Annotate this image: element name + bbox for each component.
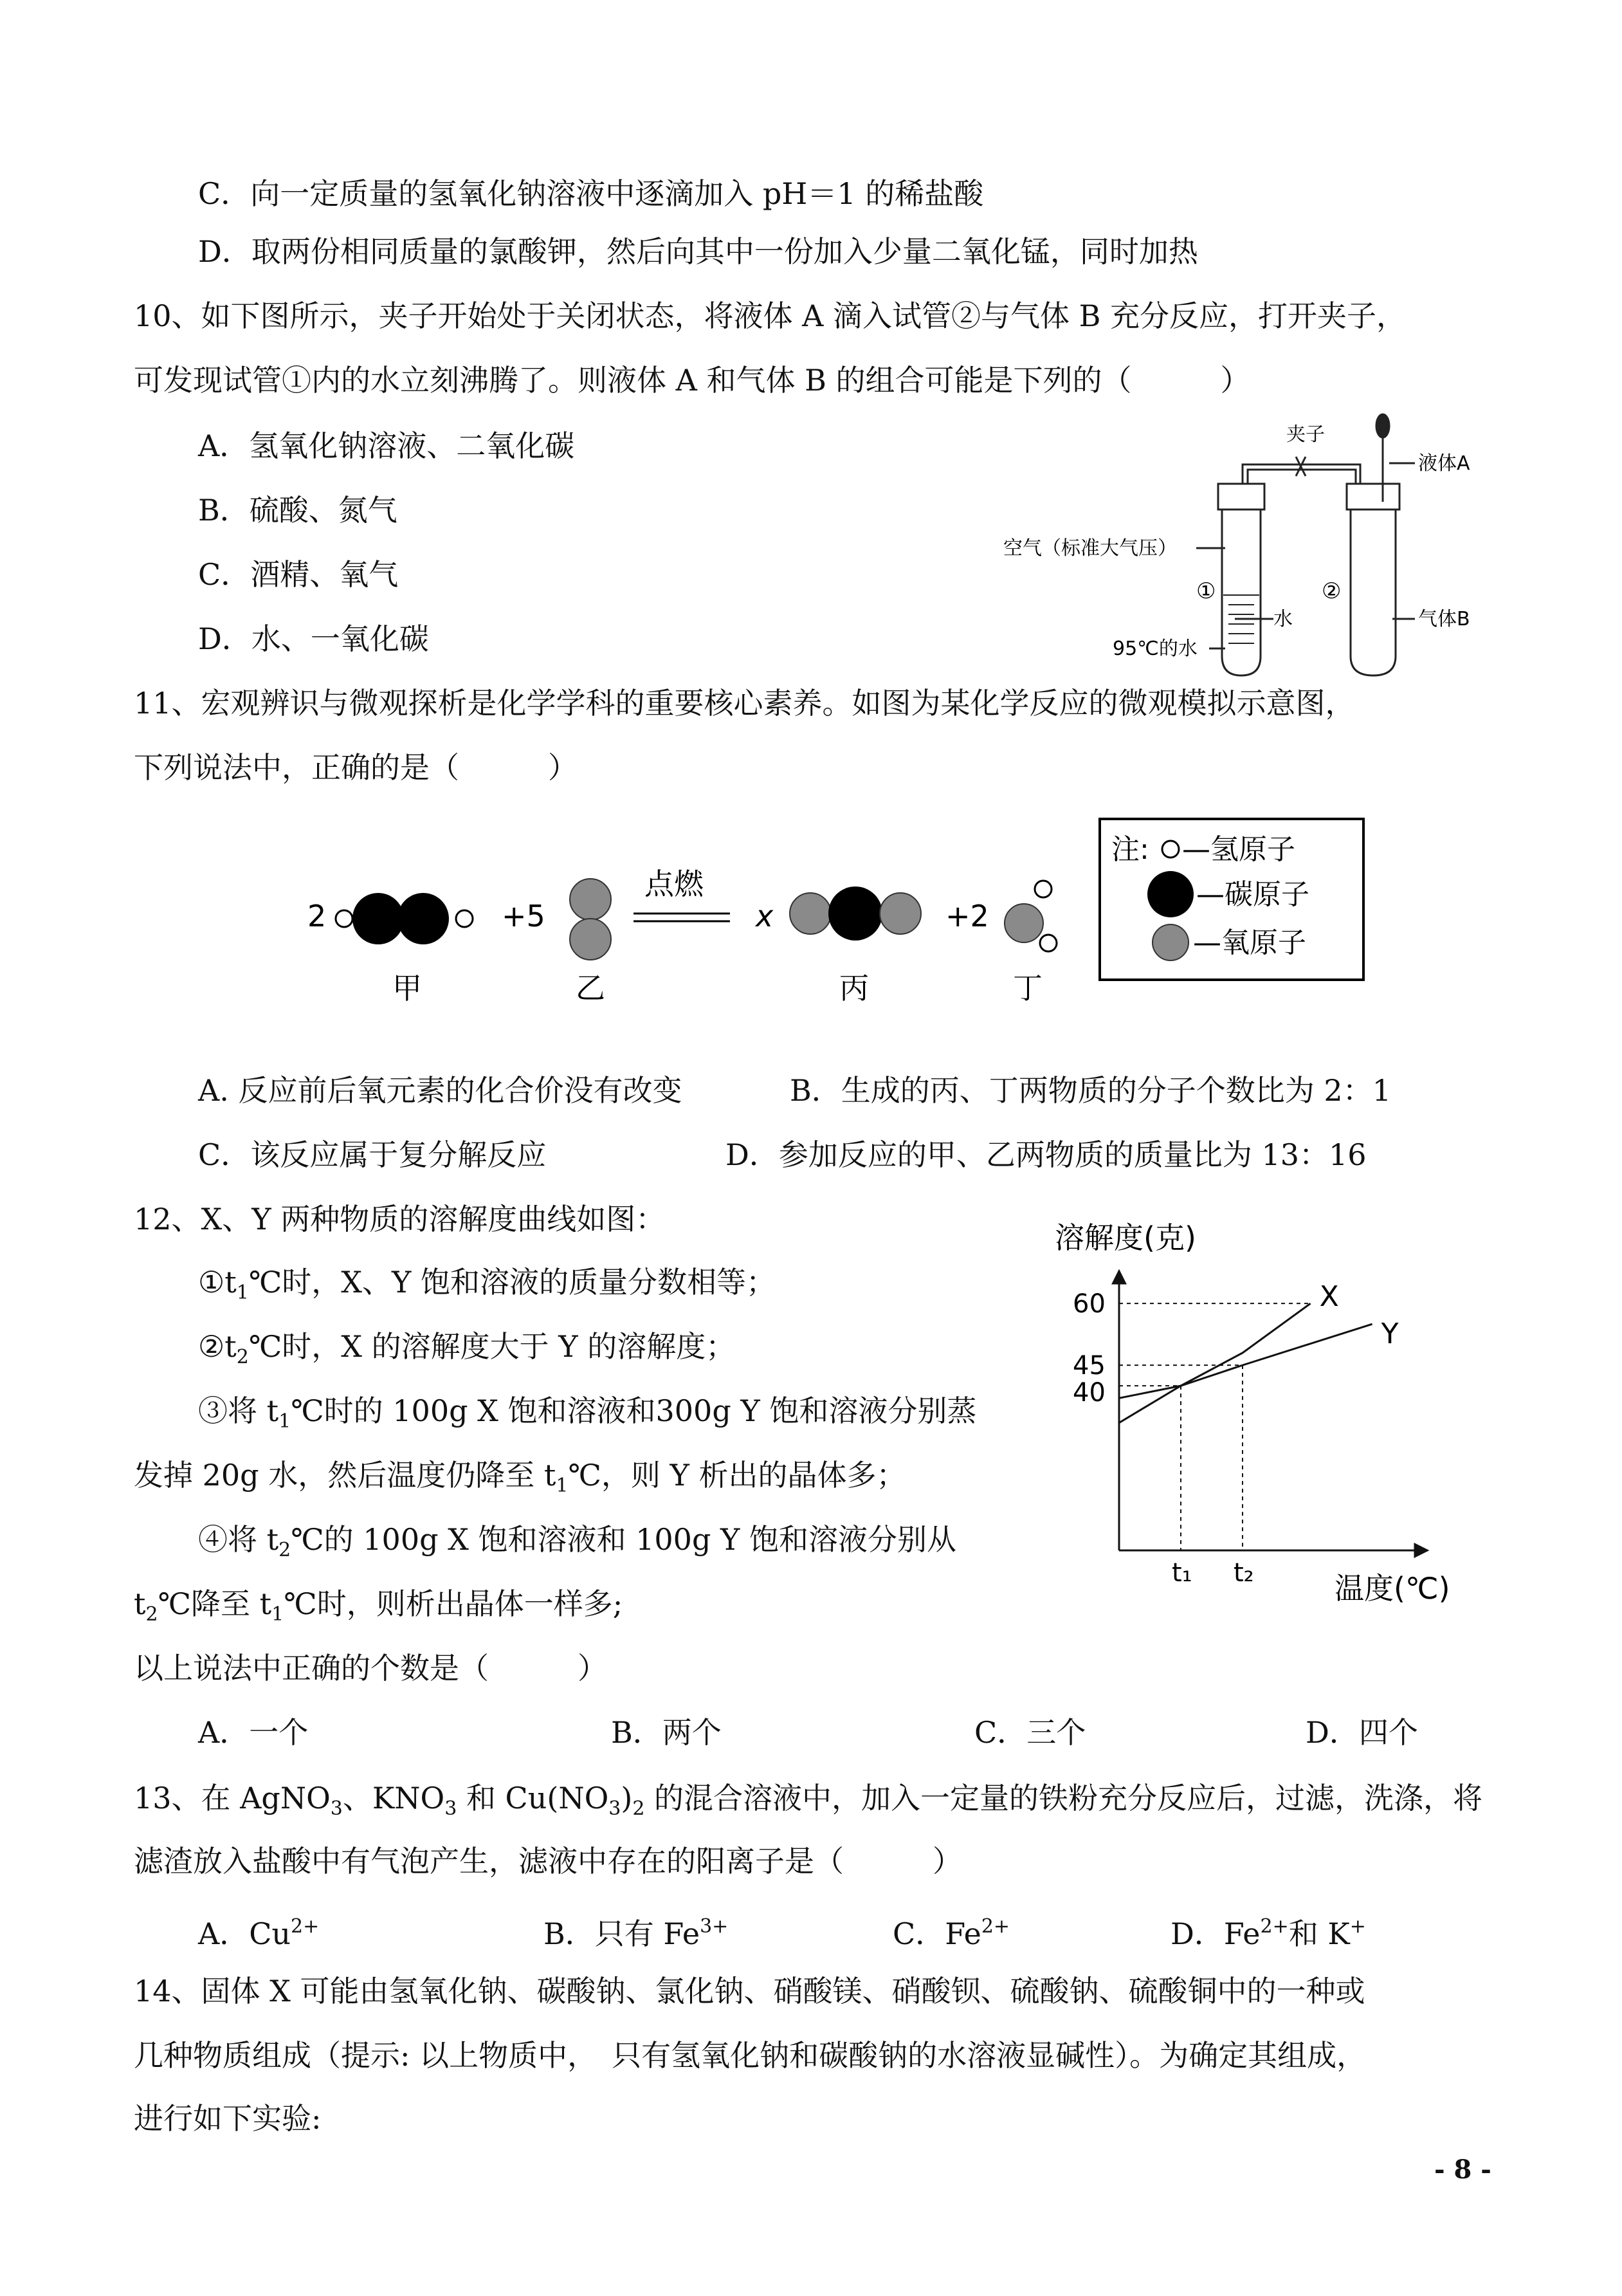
x-axis-label: 温度(℃)	[1335, 1571, 1450, 1606]
stopper-1	[1218, 484, 1264, 510]
label-clip: 夹子	[1286, 423, 1325, 446]
q13-option-c: C．$Fe^{2+}$	[893, 1915, 1010, 1951]
legend-carbon-icon	[1147, 871, 1194, 917]
q13-option-a: A．$Cu^{2+}$	[198, 1915, 320, 1951]
legend-hydrogen: —氢原子	[1182, 833, 1295, 866]
legend-oxygen-icon	[1153, 924, 1189, 960]
q11-option-c: C．该反应属于复分解反应	[198, 1137, 547, 1172]
connecting-pipe-inner	[1248, 470, 1356, 484]
series-label-y: Y	[1381, 1318, 1399, 1351]
coef-ding: +2	[945, 899, 989, 933]
x-tick-t1: t₁	[1172, 1558, 1192, 1588]
clip-icon	[1296, 457, 1306, 476]
q10-option-d: D．水、一氧化碳	[198, 621, 429, 656]
q11-option-a: A. 反应前后氧元素的化合价没有改变	[198, 1073, 682, 1108]
q11-option-d: D．参加反应的甲、乙两物质的质量比为 13：16	[725, 1137, 1367, 1172]
label-gas-b: 气体B	[1418, 608, 1470, 630]
reaction-condition: 点燃	[644, 867, 704, 901]
q12-question: 以上说法中正确的个数是（ ）	[134, 1651, 607, 1685]
q12-statement-2: $②t_2℃$时，X 的溶解度大于 Y 的溶解度；	[198, 1329, 736, 1368]
q14-stem-line1: 14、固体 X 可能由氢氧化钠、碳酸钠、氯化钠、硝酸镁、硝酸钡、硫酸钠、硫酸铜中的一种或	[134, 1974, 1365, 2008]
y-axis-label: 溶解度(克)	[1055, 1220, 1196, 1255]
hydrogen-atom	[336, 910, 352, 927]
legend-carbon: —碳原子	[1196, 878, 1309, 911]
q14-stem-line2: 几种物质组成（提示: 以上物质中， 只有氢氧化钠和碳酸钠的水溶液显碱性）。为确定其组成，	[134, 2038, 1367, 2073]
q12-statement-3: ③将 $t_1℃$时的 100g X 饱和溶液和300g Y 饱和溶液分别蒸	[198, 1393, 977, 1433]
page-number: - 8 -	[1434, 2154, 1491, 2185]
label-bing: 丙	[839, 971, 869, 1006]
label-liquid-a: 液体A	[1418, 452, 1470, 475]
hydrogen-atom	[456, 910, 473, 927]
q10-stem-line2: 可发现试管①内的水立刻沸腾了。则液体 A 和气体 B 的组合可能是下列的（ ）	[134, 363, 1250, 398]
label-hot-water: 95℃的水	[1113, 638, 1198, 660]
q12-stem: 12、X、Y 两种物质的溶解度曲线如图：	[134, 1202, 666, 1236]
label-yi: 乙	[576, 971, 605, 1006]
q12-statement-4-cont: $t_2℃$降至 $t_1℃$时，则析出晶体一样多;	[134, 1586, 623, 1626]
q12-option-d: D．四个	[1306, 1715, 1418, 1750]
carbon-atom	[352, 893, 404, 944]
hydrogen-atom	[1040, 935, 1057, 951]
q12-option-a: A．一个	[198, 1715, 309, 1750]
label-air: 空气（标准大气压）	[1003, 537, 1177, 560]
q12-statement-4: ④将 $t_2℃$的 100g X 饱和溶液和 100g Y 饱和溶液分别从	[198, 1522, 957, 1561]
legend-title: 注:	[1111, 833, 1149, 866]
coef-jia: 2	[307, 899, 327, 933]
oxygen-atom	[880, 893, 921, 934]
stopper-2	[1347, 484, 1399, 510]
x-tick-t2: t₂	[1234, 1558, 1254, 1588]
q11-option-b: B．生成的丙、丁两物质的分子个数比为 2：1	[790, 1073, 1391, 1108]
legend-hydrogen-icon	[1162, 841, 1179, 858]
oxygen-atom	[1005, 904, 1043, 942]
label-ding: 丁	[1013, 971, 1043, 1006]
curve-y	[1119, 1324, 1372, 1398]
q13-option-d: D．$Fe^{2+}$和 K+	[1171, 1915, 1366, 1951]
curve-x	[1119, 1303, 1311, 1423]
q10-stem-line1: 10、如下图所示，夹子开始处于关闭状态，将液体 A 滴入试管②与气体 B 充分反应，打开夹子，	[134, 298, 1407, 333]
apparatus-diagram	[1003, 412, 1492, 682]
q12-option-c: C．三个	[974, 1715, 1086, 1750]
q12-statement-3-cont: 发掉 20g 水，然后温度仍降至 $t_1℃$，则 Y 析出的晶体多；	[134, 1458, 906, 1497]
q10-option-b: B．硫酸、氮气	[198, 493, 397, 528]
q12-option-b: B．两个	[611, 1715, 722, 1750]
q11-stem-line2: 下列说法中，正确的是（ ）	[134, 750, 578, 785]
carbon-atom	[828, 886, 882, 941]
q13-stem-line1: 13、在 AgNO$_3$、$KNO_3$ 和 $Cu(NO_3)_2$ 的混合溶液中，加入一定量的铁粉充分反应后，过滤，洗涤，将	[134, 1781, 1483, 1820]
oxygen-atom	[790, 893, 831, 934]
q10-option-a: A．氢氧化钠溶液、二氧化碳	[198, 428, 575, 463]
q14-stem-line3: 进行如下实验:	[134, 2101, 322, 2136]
q11-stem-line1: 11、宏观辨识与微观探析是化学学科的重要核心素养。如图为某化学反应的微观模拟示意图，	[134, 686, 1355, 721]
test-tube-1	[1222, 508, 1261, 675]
oxygen-atom	[570, 879, 611, 920]
y-tick-40: 40	[1073, 1378, 1106, 1408]
dropper-bulb	[1376, 414, 1389, 437]
solubility-chart	[1029, 1209, 1479, 1621]
y-tick-60: 60	[1073, 1289, 1106, 1319]
oxygen-atom	[570, 919, 611, 960]
hydrogen-atom	[1035, 881, 1052, 897]
reaction-diagram	[283, 817, 1376, 1023]
carbon-atom	[397, 893, 449, 944]
q13-option-b: B．只有 $Fe^{3+}$	[543, 1915, 729, 1951]
q13-stem-line2: 滤渣放入盐酸中有气泡产生，滤液中存在的阳离子是（ ）	[134, 1844, 962, 1878]
coef-yi: +5	[502, 899, 545, 933]
coef-bing: x	[756, 899, 774, 933]
label-jia: 甲	[392, 971, 422, 1006]
series-label-x: X	[1319, 1280, 1339, 1314]
legend-oxygen: —氧原子	[1193, 926, 1306, 959]
q12-statement-1: $①t_1℃$时，X、Y 饱和溶液的质量分数相等；	[198, 1265, 776, 1304]
label-water: 水	[1273, 608, 1293, 630]
q9-option-c: C．向一定质量的氢氧化钠溶液中逐滴加入 pH＝1 的稀盐酸	[198, 176, 984, 211]
test-tube-2	[1351, 508, 1396, 675]
q10-option-c: C．酒精、氧气	[198, 557, 399, 592]
label-tube-1: ①	[1196, 578, 1216, 604]
q9-option-d: D．取两份相同质量的氯酸钾，然后向其中一份加入少量二氧化锰，同时加热	[198, 234, 1198, 269]
label-tube-2: ②	[1322, 578, 1342, 604]
y-tick-45: 45	[1073, 1351, 1106, 1381]
